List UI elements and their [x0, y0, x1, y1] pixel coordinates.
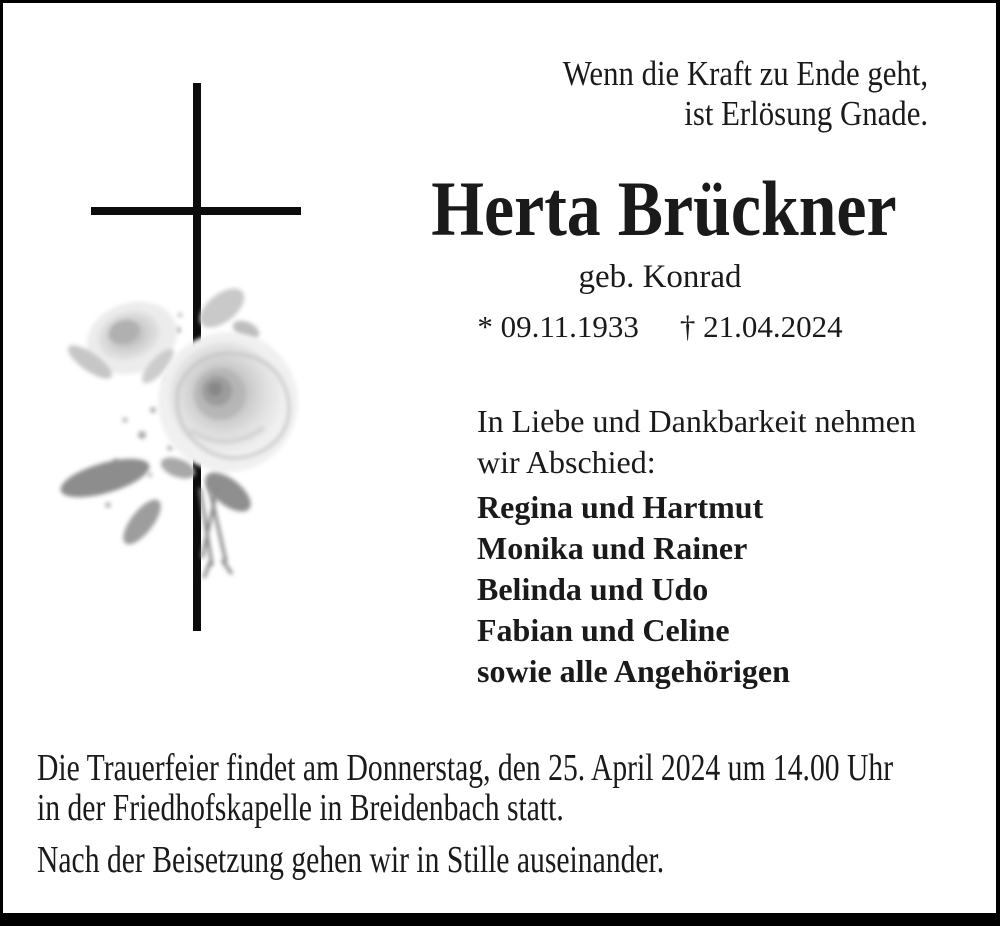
service-note: Nach der Beisetzung gehen wir in Stille auseinander.	[37, 839, 665, 881]
maiden-name: geb. Konrad	[578, 259, 742, 295]
farewell-block	[477, 401, 916, 692]
death-date: † 21.04.2024	[679, 309, 843, 344]
deceased-name: Herta Brückner	[431, 165, 897, 252]
service-line-1: Die Trauerfeier findet am Donnerstag, den 25. April 2024 um 14.00 Uhr	[37, 747, 894, 789]
white-roses-icon	[50, 270, 302, 582]
farewell-intro-line-2: wir Abschied:	[477, 444, 656, 480]
mourners-closing: sowie alle Angehörigen	[477, 653, 790, 689]
service-line-2: in der Friedhofskapelle in Breidenbach statt.	[37, 787, 564, 829]
farewell-intro-line-1: In Liebe und Dankbarkeit nehmen	[477, 403, 916, 439]
life-dates	[397, 311, 923, 342]
epigraph-line-1: Wenn die Kraft zu Ende geht,	[562, 54, 928, 93]
epigraph	[563, 54, 928, 134]
mourner-line: Regina und Hartmut	[477, 489, 764, 525]
birth-date: * 09.11.1933	[477, 309, 639, 344]
mourners-list	[477, 487, 916, 692]
mourner-line: Monika und Rainer	[477, 530, 748, 566]
service-info	[37, 748, 893, 880]
mourner-line: Fabian und Celine	[477, 612, 730, 648]
memorial-cross-icon	[91, 207, 301, 215]
epigraph-line-2: ist Erlösung Gnade.	[684, 94, 928, 133]
mourner-line: Belinda und Udo	[477, 571, 709, 607]
